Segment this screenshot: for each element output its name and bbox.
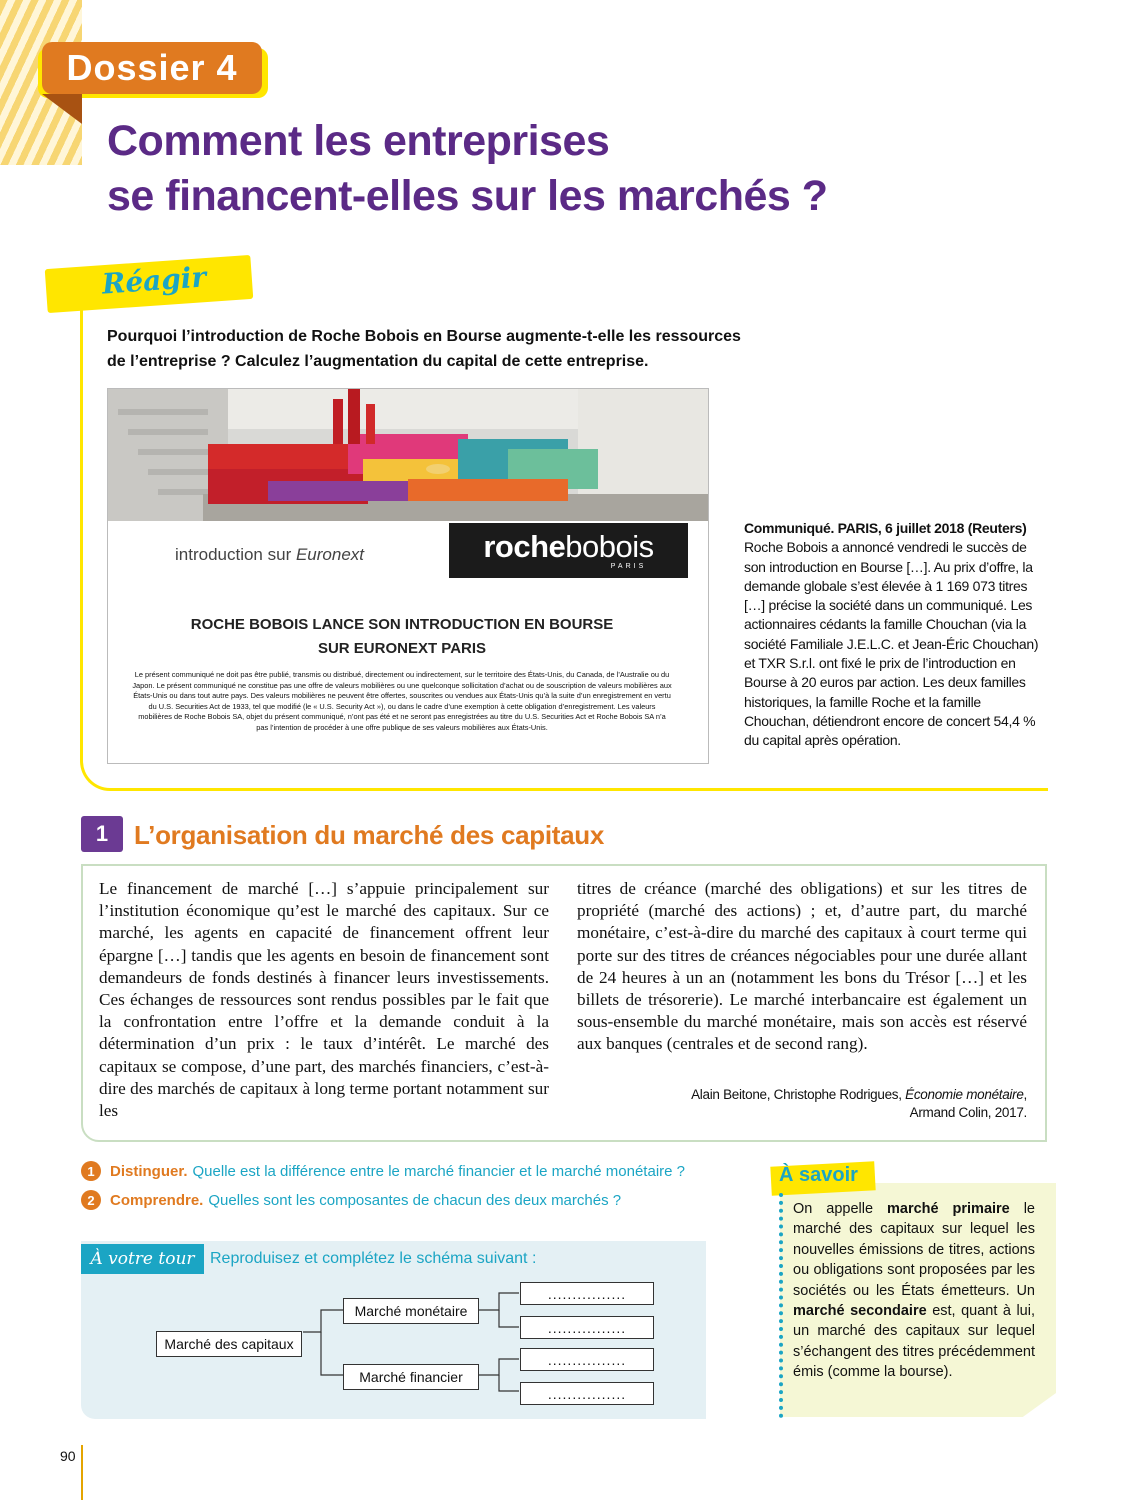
diagram-blank-4: ................ (520, 1382, 654, 1405)
section-number: 1 (81, 816, 123, 852)
roche-bobois-logo: rochebobois PARIS (449, 523, 688, 578)
page-number-rule (81, 1445, 83, 1500)
document-column-2: titres de créance (marché des obligations) et sur les titres de propriété (marché des actions) ; et, d’autre part, du marché monétaire, c’est-à-dire du marché des capitaux à court terme qui porte sur des titres de créances négociables pour une durée allant de 24 heures à un an (notamment les bons du Trésor […] et les billets de trésorerie). Le marché interbancaire est également un sous-ensemble du marché monétaire, mais son accès est réservé aux banques (centrales et de second rang). (577, 879, 1027, 1054)
diagram-branch-financier: Marché financier (343, 1364, 479, 1390)
diagram-branch-monetaire: Marché monétaire (343, 1298, 479, 1324)
a-votre-tour-instruction: Reproduisez et complétez le schéma suivant : (210, 1250, 537, 1267)
question-2 (81, 1190, 621, 1210)
diagram-blank-3: ................ (520, 1348, 654, 1371)
page-title-line1: Comment les entreprises (107, 117, 610, 165)
question-label: Comprendre. (110, 1191, 204, 1209)
dossier-badge-fold (42, 94, 82, 124)
reagir-question (107, 324, 807, 374)
page-title-line2: se financent-elles sur les marchés ? (107, 172, 828, 220)
dossier-badge: Dossier 4 (42, 42, 262, 94)
document-column-1: Le financement de marché […] s’appuie principalement sur l’institution économique qu’est le marché des capitaux. Sur ce marché, les agents en capacité de financement offrent leur épargne […] tandis que les agents en besoin de financement sont demandeurs de fonds destinés à financer leurs investissements. Ces échanges de ressources sont rendus possibles par le fait que la confrontation entre l’offre et la demande conduit à la détermination d’un prix : le taux d’intérêt. Le marché des capitaux se compose, d’une part, des marchés financiers, c’est-à-dire des marchés de capitaux à long terme portant notamment sur les (99, 879, 549, 1121)
a-savoir-dotted-rule (779, 1193, 783, 1418)
page-number: 90 (60, 1448, 76, 1464)
diagram-root-box: Marché des capitaux (156, 1331, 302, 1357)
question-text: Quelle est la différence entre le marché financier et le marché monétaire ? (192, 1162, 685, 1180)
section-title: L’organisation du marché des capitaux (134, 820, 605, 850)
question-text: Quelles sont les composantes de chacun des deux marchés ? (208, 1191, 622, 1209)
reagir-question-line1: Pourquoi l’introduction de Roche Bobois en Bourse augmente-t-elle les ressources (107, 328, 741, 345)
a-savoir-fold (1020, 1393, 1056, 1419)
a-savoir-title: À savoir (779, 1164, 858, 1186)
question-number: 1 (81, 1161, 101, 1181)
reagir-question-line2: de l’entreprise ? Calculez l’augmentation du capital de cette entreprise. (107, 353, 649, 370)
question-1 (81, 1161, 685, 1181)
diagram-blank-2: ................ (520, 1316, 654, 1339)
question-label: Distinguer. (110, 1162, 188, 1180)
sofa-photo (108, 389, 708, 521)
document-source: Alain Beitone, Christophe Rodrigues, Économie monétaire, Armand Colin, 2017. (691, 1087, 1027, 1120)
question-number: 2 (81, 1190, 101, 1210)
communique-text: Communiqué. PARIS, 6 juillet 2018 (Reuters) Roche Bobois a annoncé vendredi le succès de son introduction en Bourse […]. Au prix d’offre, la demande globale s’est élevée à 1 169 073 titres […] précise la société dans un communiqué. Les actionnaires cédants la famille Chouchan (via la société Familiale J.E.L.C. et Jean-Éric Chouchan) et TXR S.r.l. ont fixé le prix de l’introduction en Bourse à 20 euros par action. Les deux familles historiques, la famille Roche et la famille Chouchan, détiendront encore de concert 54,4 % du capital après opération. (744, 520, 1039, 749)
a-votre-tour-tag: À votre tour (81, 1244, 204, 1274)
diagram-blank-1: ................ (520, 1282, 654, 1305)
ad-intro-text: introduction sur Euronext (175, 545, 364, 564)
page-title (107, 114, 1007, 224)
ad-headline: ROCHE BOBOIS LANCE SON INTRODUCTION EN BOURSE SUR EURONEXT PARIS (190, 616, 614, 657)
reagir-label: Réagir (100, 260, 208, 301)
ad-disclaimer: Le présent communiqué ne doit pas être publié, transmis ou distribué, directement ou indirectement, sur le territoire des États-Unis, du Canada, de l’Australie ou du Japon. Le présent communiqué ne constitue pas une offre de valeurs mobilières ou une quelconque sollicitation d’achat ou de souscription de valeurs mobilières aux États-Unis ou dans tout autre pays. Des valeurs mobilières ne peuvent être offertes, souscrites ou vendues aux États-Unis qu’à la suite d’un enregistrement en vertu du U.S. Securities Act de 1933, tel que modifié (le « U.S. Security Act »), ou dans le cadre d’une exemption à cette obligation d’enregistrement. Les valeurs mobilières de Roche Bobois SA, objet du présent communiqué, n’ont pas été et ne seront pas enregistrées au titre du U.S. Securities Act et Roche Bobois SA n’a pas l’intention de procéder à une offre publique de ses valeurs mobilières aux États-Unis. (132, 670, 672, 732)
a-savoir-text: On appelle marché primaire le marché des capitaux sur lequel les nouvelles émissions de titres, actions ou obligations sont proposées par les sociétés ou les États émetteurs. Un marché secondaire est, quant à lui, un marché des capitaux sur lequel s’échangent des titres précédemment émis (comme la bourse). (793, 1201, 1035, 1381)
